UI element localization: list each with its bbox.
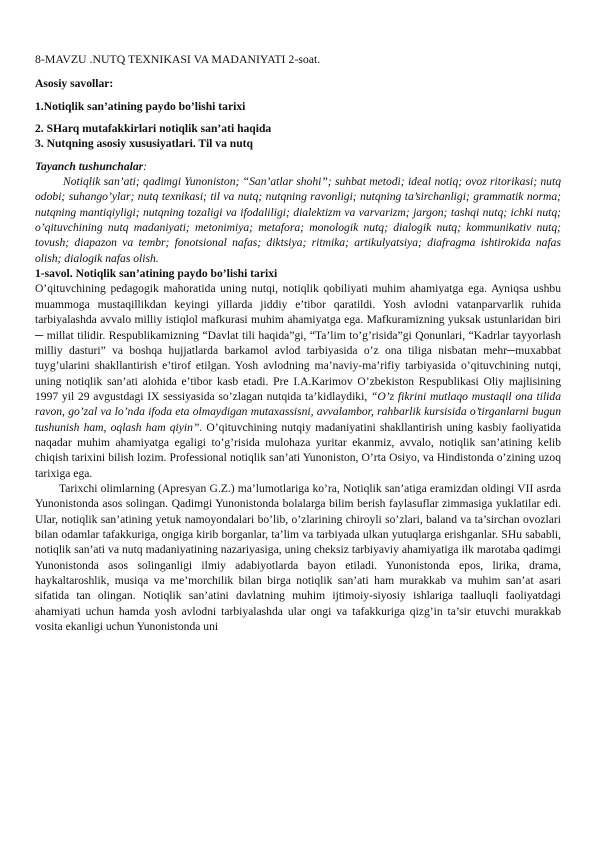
paragraph-1-text-a: O’qituvchining pedagogik mahoratida uning nutqi, notiqlik qobiliyati muhim ahamiyatga ega. Ayniqsa ushbu muammoga mustaqillikdan keyingi yillarda jiddiy e’tibor qaratildi. Yosh avlodni vatanparvarlik ruhida tarbiyalashda avvalo milliy istiqlol mafkurasi muhim ahamiyatga ega. Mafkuramizning yuksak ustunlaridan biri ─ millat tilidir. Respublikamizning “Davlat tili haqida”gi, “Ta’lim to’g’risida”gi Qonunlari, “Kadrlar tayyorlash milliy dasturi” va boshqa hujjatlarda barkamol avlod tarbiyasida o’z ona tiliga nisbatan mehr─muxabbat tuyg’ularini shakllantirish e’tirof etilgan. Yosh avlodning ma’naviy-ma’rifiy tarbiyasida o’qituvchining nutqi, uning notiqlik san’ati alohida e’tibor kasb etadi. Pre I.A.Karimov O’zbekiston Respublikasi Oliy majlisining 1997 yil 29 avgustdagi IX sessiyasida so’zlagan nutqida ta’kidlaydiki, (35, 282, 561, 403)
paragraph-1-text-b: O’qituvchining nutqiy madaniyatini shakllantirish uning kasbiy faoliyatida naqadar muhim ahamiyatga egaligi to’g’risida mulohaza yuritar ekanmiz, avvalo, notiqlik san’atining kelib chiqish tarixini bilish lozim. Professional notiqlik san’ati Yunoniston, O’rta Osiyo, va Hindistonda o’zining uzoq tarixiga ega. (35, 420, 561, 480)
question-item-3: 3. Nutqning asosiy xususiyatlari. Til va nutq (35, 137, 253, 151)
paragraph-2: Tarixchi olimlarning (Apresyan G.Z.) ma’lumotlariga ko’ra, Notiqlik san’atiga eramizdan oldingi VII asrda Yunonistonda asos solingan. Qadimgi Yunonistonda bolalarga bilim berish faylasuflar zimmasiga yuklatilar edi. Ular, notiqlik san’atining yetuk namoyondalari bo’lib, o’zlarining chiroyli so’zlari, baland va ta’sirchan ovozlari bilan odamlar tafakkuriga, ongiga kirib borganlar, ta’lim va tarbiyada ulkan yutuqlarga erishganlar. SHu sababli, notiqlik san’ati va nutq madaniyatining nazariyasiga, uning cheksiz tarbiyaviy ahamiyatiga ilk marotaba qadimgi Yunonistonda asos solinganligi ilmiy adabiyotlarda bayon etiladi. Yunonistonda epos, lirika, drama, haykaltaroshlik, musiqa va me’morchilik bilan birga notiqlik san’ati ham murakkab va muhim san’at asari sifatida tan olingan. Notiqlik san’atini davlatning muhim ijtimoiy-siyosiy ishlariga taalluqli faoliyatdagi ahamiyati uchun hamda yosh avlodni tarbiyalashda ular ongi va tafakkuriga qizg’in ta’sir etuvchi murakkab vosita ekanligi uchun Yunonistonda uni (35, 481, 561, 634)
tayanch-title: Tayanch tushunchalar (35, 159, 144, 173)
document-page (35, 52, 561, 634)
topic-title: 8-MAVZU .NUTQ TEXNIKASI VA MADANIYATI 2-soat. (35, 52, 321, 66)
tayanch-heading (35, 159, 561, 174)
tayanch-colon: : (143, 159, 148, 173)
section-title: 1-savol. Notiqlik san’atining paydo bo’lishi tarixi (35, 267, 278, 281)
question-item-1: 1.Notiqlik san’atining paydo bo’lishi tarixi (35, 99, 246, 113)
questions-heading: Asosiy savollar: (35, 77, 114, 91)
paragraph-1-quote: “O’z fikrini mutlaqo mustaqil ona tilida ravon, go’zal va lo’nda ifoda eta olmaydigan mutaxassisni, avvalambor, rahbarlik kursisida o’tirganlarni bugun tushunish ham, oqlash ham qiyin”. (35, 389, 561, 434)
key-concepts-text: Notiqlik san’ati; qadimgi Yunoniston; “San’atlar shohi”; suhbat metodi; ideal notiq; ovoz ritorikasi; nutq odobi; suhango’ylar; nutq texnikasi; til va nutq; nutqning ravonligi; nutqning ta’sirchanligi; grammatik norma; nutqning mantiqiyligi; nutqning tozaligi va ifodaliligi; dialektizm va varvarizm; jargon; tashqi nutq; ichki nutq; o’qituvchining nutq madaniyati; metonimiya; metafora; monologik nutq; dialogik nutq; kommunikativ nutq; tovush; diapazon va tembr; fonotsional nafas; diktsiya; ritmika; artikulyatsiya; diafragma ishtirokida nafas olish; dialogik nafas olish. (35, 175, 561, 265)
question-item-2: 2. SHarq mutafakkirlari notiqlik san’ati haqida (35, 122, 272, 136)
paragraph-1 (35, 281, 561, 480)
